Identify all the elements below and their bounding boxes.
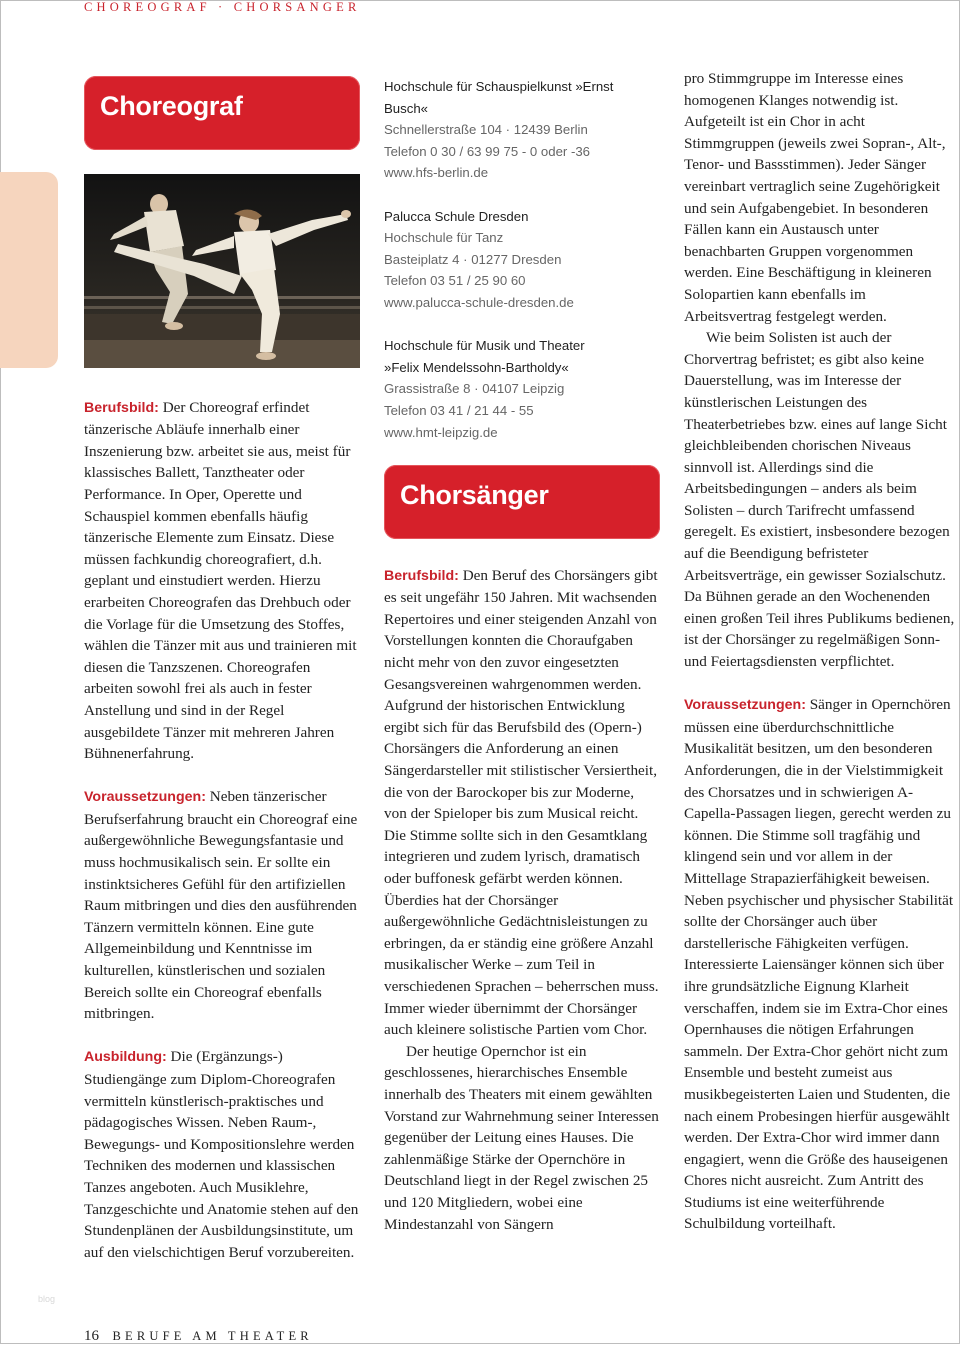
website-link[interactable]: www.hfs-berlin.de [384, 165, 489, 181]
watermark: blog [38, 1294, 56, 1304]
column-chorsaenger-continued [684, 68, 956, 1235]
phone-line: Telefon 03 51 / 25 90 60 [384, 273, 526, 289]
section-banner-chorsaenger [384, 465, 660, 539]
phone-line: Telefon 0 30 / 63 99 75 - 0 oder -36 [384, 143, 591, 159]
voraussetzungen-text: Neben tänzerischer Berufserfahrung braucht ein Choreograf eine außergewöhnliche Bewegungsfantasie und muss hochmusikalisch sein. Er sollte ein instinktsicheres Gefühl für den artifiziellen Raum mitbringen und dies den ausführenden Tänzern vermitteln können. Eine gute Allgemeinbildung und Kenntnisse im kulturellen, künstlerischen und sozialen Bereich sollte ein Choreograf ebenfalls mitbringen. [84, 788, 358, 1023]
website-link[interactable]: www.hmt-leipzig.de [384, 424, 498, 440]
side-tab [0, 172, 58, 368]
institution-name: Palucca Schule Dresden [384, 208, 529, 224]
section-banner-choreograf [84, 76, 360, 150]
address-line: Grassistraße 8 · 04107 Leipzig [384, 381, 565, 397]
voraussetzungen-label: Voraussetzungen: [684, 697, 806, 714]
ausbildung-label: Ausbildung: [84, 1049, 167, 1066]
institution-name-2: »Felix Mendelssohn-Bartholdy« [384, 359, 569, 375]
section-title: Chorsänger [400, 479, 549, 510]
voraussetzungen-text: Sänger in Opernchören müssen eine überdurchschnittliche Musikalität besitzen, um den besonderen Anforderungen, die in der Vielstimmigkeit des Chorsatzes und in schwierigen A-Capella-Passagen liegen, gerecht werden zu können. Die Stimme soll tragfähig und klingend sein und vor allem in der Mittellage Strapazierfähigkeit beweisen. Neben psychischer und physischer Stabilität sollte der Chorsänger auch über darstellerische Fähigkeiten verfügen. Interessierte Laiensänger können sich über ihre grundsätzliche Eignung Klarheit verschaffen, indem sie im Extra-Chor eines Opernhauses die nötigen Erfahrungen sammeln. Der Extra-Chor gehört nicht zum Ensemble und besteht zumeist aus musikbegeisterten Laien und Studenten, die nach einem Probesingen hierfür ausgewählt werden. Der Extra-Chor wird immer dann engagiert, wenn die Größe des hauseigenen Chores nicht ausreicht. Zum Antritt des Studiums ist eine weiterführende Schulbildung vorteilhaft. [684, 696, 954, 1233]
voraussetzungen-label: Voraussetzungen: [84, 789, 206, 806]
ausbildung-text: Die (Ergänzungs-) Studiengänge zum Diplom-Choreografen vermitteln künstlerisch-praktisches und pädagogisches Wissen. Neben Raum-, Bewegungs- und Kompositionslehre werden Techniken des modernen und klassischen Tanzes angeboten. Auch Musiklehre, Tanzgeschichte und Anatomie stehen auf den Stundenplänen der Ausbildungsinstitute, um auf den vielschichtigen Beruf vorzubereiten. [84, 1048, 359, 1261]
website-link[interactable]: www.palucca-schule-dresden.de [384, 294, 574, 310]
berufsbild-label: Berufsbild: [84, 399, 159, 416]
page-number: 16 [84, 1328, 99, 1344]
dancers-photo [84, 174, 360, 368]
page-footer [84, 1328, 313, 1345]
address-line: Basteiplatz 4 · 01277 Dresden [384, 251, 562, 267]
address-block [384, 335, 660, 443]
berufsbild-text: Den Beruf des Chorsängers gibt es seit ungefähr 150 Jahren. Mit wachsenden Repertoires und einer steigenden Anzahl von Vorstellungen konnten die Choraufgaben nicht mehr von den zuvor eingesetzten Gesangsvereinen wahrgenommen werden. Aufgrund der historischen Entwicklung ergibt sich für das Berufsbild des (Opern-) Chorsängers die Anforderung an einen Sängerdarsteller mit stilistischer Versiertheit, die von der Barockoper bis zur Moderne, von der Spieloper bis zum Musical reicht. Die Stimme sollte sich in den Gesamtklang integrieren und zudem lyrisch, dramatisch oder buffonesk gefärbt werden können. Überdies hat der Chorsänger außergewöhnliche Gedächtnisleistungen zu erbringen, da er ständig eine größere Anzahl musikalischer Werke – zum Teil in verschiedenen Sprachen – beherrschen muss. Immer wieder übernimmt der Chorsänger auch kleinere solistische Partien vom Chor. [384, 566, 659, 1039]
berufsbild-text: Der Choreograf erfindet tänzerische Abläufe innerhalb einer Inszenierung bzw. arbeitet sie aus, meist für klassisches Ballett, Tanztheater oder Performance. In Oper, Operette und Schauspiel kommen ebenfalls häufig tänzerische Elemente zum Einsatz. Diese müssen fachkundig choreografiert, d.h. geplant und einstudiert werden. Hierzu erarbeiten Choreografen das Drehbuch oder die Vorlage für die Umsetzung des Stoffes, wählen die Tänzer mit aus und trainieren mit diesen die Tanzszenen. Choreografen arbeiten sowohl frei als auch in fester Anstellung und sind in der Regel ausgebildete Tänzer mit mehreren Jahren Bühnenerfahrung. [84, 398, 357, 763]
address-line: Hochschule für Tanz [384, 230, 504, 246]
address-block [384, 76, 660, 184]
institution-name: Hochschule für Musik und Theater [384, 338, 585, 354]
phone-line: Telefon 03 41 / 21 44 - 55 [384, 402, 534, 418]
column-addresses-chorsaenger [384, 76, 660, 1235]
address-line: Schnellerstraße 104 · 12439 Berlin [384, 122, 588, 138]
berufsbild-label: Berufsbild: [384, 567, 459, 584]
section-title: Choreograf [100, 91, 243, 121]
institution-name: Hochschule für Schauspielkunst »Ernst Busch« [384, 79, 614, 116]
paragraph: Wie beim Solisten ist auch der Chorvertrag befristet; es gibt also keine Dauerstellung, was im Interesse der künstlerischen Leistungen des Theaterbetriebes bzw. eines auf lange Sicht gleichbleibenden chorischen Niveaus sinnvoll ist. Allerdings sind die Arbeitsbedingungen – anders als beim Solisten – durch Tarifrecht umfassend geregelt. Es existiert, insbesondere bezogen auf die Beendigung befristeter Arbeitsverträge, ein gewisser Sozialschutz. Da Bühnen gerade an den Wochenenden einen großen Teil ihres Publikums bedienen, ist der Chorsänger zu regelmäßigen Sonn- und Feiertagsdiensten verpflichtet. [684, 329, 955, 671]
paragraph: Der heutige Opernchor ist ein geschlossenes, hierarchisches Ensemble innerhalb des Theaters mit einem gewählten Vorstand zur Wahrnehmung seiner Interessen gegenüber der Leitung eines Hauses. Die zahlenmäßige Stärke der Opernchöre in Deutschland liegt in der Regel zwischen 25 und 120 Mitgliedern, wobei eine Mindestanzahl von Sängern [384, 1042, 659, 1233]
running-head: CHOREOGRAF · CHORSANGER [84, 0, 361, 14]
address-block [384, 206, 660, 314]
publication-title: BERUFE AM THEATER [112, 1329, 313, 1343]
column-choreograf [84, 76, 360, 1263]
paragraph: pro Stimmgruppe im Interesse eines homogenen Klanges notwendig ist. Aufgeteilt ist ein Chor in acht Stimmgruppen (jeweils zwei Sopran-, Alt-, Tenor- und Bassstimmen). Jeder Sänger vereinbart vertraglich seine Zugehörigkeit und sein Aufgabengebiet. In besonderen Fällen kann ein Austausch unter benachbarten Gruppen vorgenommen werden. Eine Beschäftigung in kleineren Solopartien kann ebenfalls im Arbeitsvertrag festgelegt werden. [684, 70, 946, 325]
